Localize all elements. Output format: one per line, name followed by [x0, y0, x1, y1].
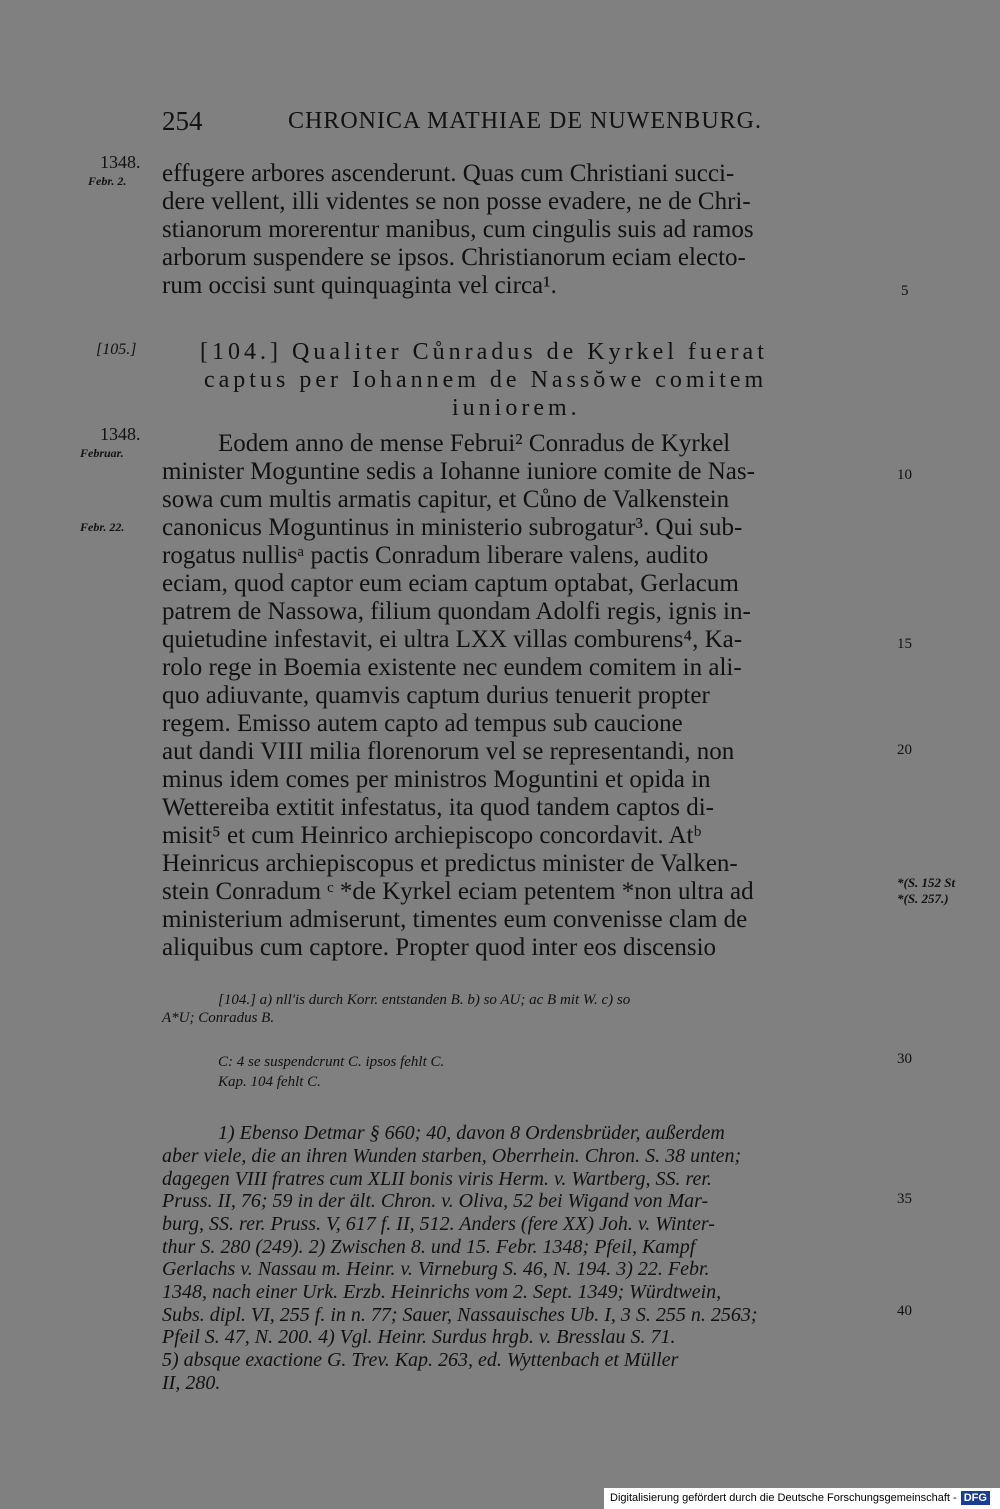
- text-line: stein Conradum ᶜ *de Kyrkel eciam petentem *non ultra ad: [162, 878, 754, 905]
- text-line: aut dandi VIII milia florenorum vel se representandi, non: [162, 738, 735, 765]
- line-number-40: 40: [897, 1303, 912, 1319]
- line-number-20: 20: [897, 742, 912, 758]
- margin-ref-1: *(S. 152 St: [897, 875, 956, 890]
- footnote-line: Subs. dipl. VI, 255 f. in n. 77; Sauer, Nassauisches Ub. I, 3 S. 255 n. 2563;: [162, 1304, 758, 1326]
- text-line: minus idem comes per ministros Moguntini et opida in: [162, 766, 711, 793]
- footnote-line: Gerlachs v. Nassau m. Heinr. v. Virneburg S. 46, N. 194. 3) 22. Febr.: [162, 1258, 710, 1280]
- text-line: effugere arbores ascenderunt. Quas cum Christiani succi-: [162, 160, 735, 187]
- text-line: misit⁵ et cum Heinrico archiepiscopo concordavit. Atᵇ: [162, 822, 702, 849]
- footnote-line: II, 280.: [162, 1372, 221, 1394]
- text-line: canonicus Moguntinus in ministerio subrogatur³. Qui sub-: [162, 514, 743, 541]
- line-number-5: 5: [901, 283, 909, 299]
- running-title: CHRONICA MATHIAE DE NUWENBURG.: [288, 108, 762, 134]
- footnote-line: burg, SS. rer. Pruss. V, 617 f. II, 512. Anders (fere XX) Joh. v. Winter-: [162, 1213, 715, 1235]
- text-line: rolo rege in Boemia existente nec eundem comitem in ali-: [162, 654, 742, 681]
- apparatus-line: [104.] a) nll'is durch Korr. entstanden B. b) so AU; ac B mit W. c) so: [218, 992, 631, 1008]
- page-number: 254: [162, 106, 203, 136]
- text-line: patrem de Nassowa, filium quondam Adolfi regis, ignis in-: [162, 598, 751, 625]
- apparatus-line: C: 4 se suspendcrunt C. ipsos fehlt C.: [218, 1054, 445, 1070]
- footnote-line: Pfeil S. 47, N. 200. 4) Vgl. Heinr. Surdus hrgb. v. Bresslau S. 71.: [162, 1326, 676, 1348]
- text-line: dere vellent, illi videntes se non posse evadere, ne de Chri-: [162, 188, 751, 215]
- digitization-credit: [604, 1488, 1000, 1509]
- dfg-logo: DFG: [961, 1491, 990, 1505]
- line-number-15: 15: [897, 636, 912, 652]
- margin-chapter-ref: [105.]: [96, 341, 137, 358]
- margin-year-2: 1348.: [100, 424, 141, 444]
- footnote-line: thur S. 280 (249). 2) Zwischen 8. und 15. Febr. 1348; Pfeil, Kampf: [162, 1236, 696, 1258]
- text-line: arborum suspendere se ipsos. Christianorum eciam electo-: [162, 244, 746, 271]
- footnote-line: 1348, nach einer Urk. Erzb. Heinrichs vom 2. Sept. 1349; Würdtwein,: [162, 1281, 722, 1303]
- text-line: aliquibus cum captore. Propter quod inter eos discensio: [162, 934, 717, 961]
- chapter-heading: iuniorem.: [452, 395, 581, 421]
- chapter-heading: [104.] Qualiter Cůnradus de Kyrkel fuerat: [200, 339, 768, 365]
- line-number-10: 10: [897, 467, 912, 483]
- line-number-35: 35: [897, 1191, 912, 1207]
- margin-date-1: Febr. 2.: [88, 174, 127, 188]
- text-line: quo adiuvante, quamvis captum durius tenuerit propter: [162, 682, 710, 709]
- apparatus-line: A*U; Conradus B.: [162, 1010, 275, 1026]
- margin-date-3: Febr. 22.: [80, 520, 125, 534]
- text-line: quietudine infestavit, ei ultra LXX villas comburens⁴, Ka-: [162, 626, 743, 653]
- text-line: rum occisi sunt quinquaginta vel circa¹.: [162, 272, 557, 299]
- line-number-30: 30: [897, 1051, 912, 1067]
- footnote-line: Pruss. II, 76; 59 in der ält. Chron. v. Oliva, 52 bei Wigand von Mar-: [162, 1190, 709, 1212]
- text-line: Heinricus archiepiscopus et predictus minister de Valken-: [162, 850, 738, 877]
- text-line: Eodem anno de mense Februi² Conradus de Kyrkel: [218, 430, 731, 457]
- credit-text: Digitalisierung gefördert durch die Deutsche Forschungsgemeinschaft -: [610, 1492, 957, 1504]
- footnote-line: aber viele, die an ihren Wunden starben, Oberrhein. Chron. S. 38 unten;: [162, 1145, 742, 1167]
- text-line: ministerium admiserunt, timentes eum convenisse clam de: [162, 906, 748, 933]
- footnote-line: 1) Ebenso Detmar § 660; 40, davon 8 Ordensbrüder, außerdem: [218, 1122, 725, 1144]
- footnote-line: dagegen VIII fratres cum XLII bonis viris Herm. v. Wartberg, SS. rer.: [162, 1168, 712, 1190]
- text-line: sowa cum multis armatis capitur, et Cůno de Valkenstein: [162, 486, 730, 513]
- text-line: Wettereiba extitit infestatus, ita quod tandem captos di-: [162, 794, 714, 821]
- chapter-heading: captus per Iohannem de Nassŏwe comitem: [204, 367, 768, 393]
- text-line: minister Moguntine sedis a Iohanne iuniore comite de Nas-: [162, 458, 755, 485]
- text-line: eciam, quod captor eum eciam captum optabat, Gerlacum: [162, 570, 739, 597]
- text-line: stianorum morerentur manibus, cum cingulis suis ad ramos: [162, 216, 754, 243]
- footnote-line: 5) absque exactione G. Trev. Kap. 263, ed. Wyttenbach et Müller: [162, 1349, 679, 1371]
- text-line: rogatus nullisᵃ pactis Conradum liberare valens, audito: [162, 542, 709, 569]
- margin-ref-2: *(S. 257.): [897, 891, 949, 906]
- margin-year-1: 1348.: [100, 152, 141, 172]
- apparatus-line: Kap. 104 fehlt C.: [218, 1074, 321, 1090]
- margin-date-2: Februar.: [80, 446, 124, 460]
- text-line: regem. Emisso autem capto ad tempus sub caucione: [162, 710, 683, 737]
